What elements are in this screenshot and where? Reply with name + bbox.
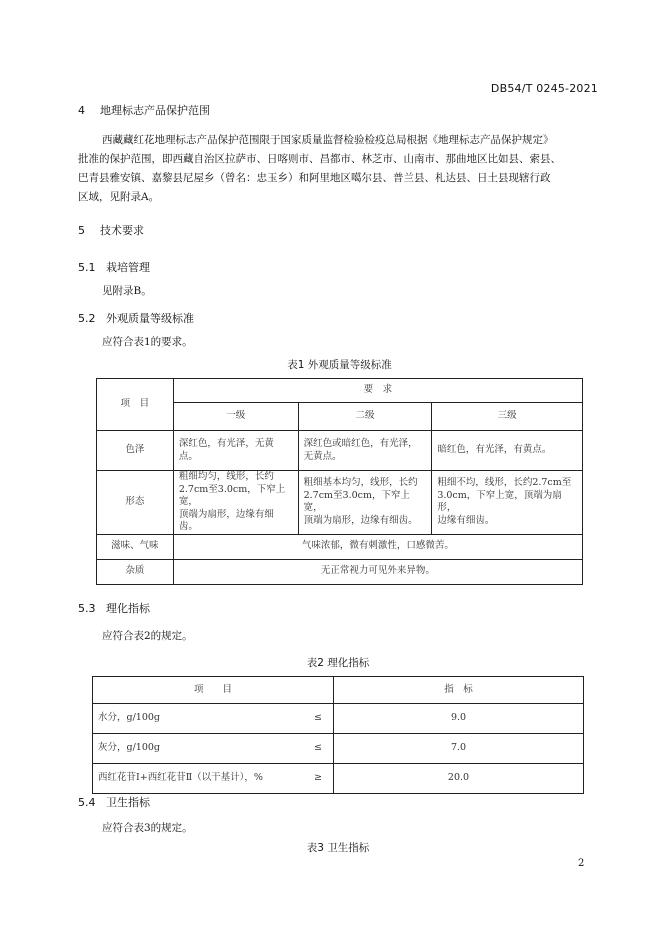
section-5-2-heading: [78, 310, 194, 326]
table-row: [93, 734, 584, 764]
cell-grade-3: [432, 471, 583, 535]
section-5-1-heading: [78, 259, 150, 275]
cell-line: 顶端为扇形，边缘有细齿。: [303, 514, 418, 526]
section-5-3-text: 应符合表2的规定。: [102, 630, 193, 642]
section-5-1-text: 见附录B。: [102, 285, 152, 297]
comparison-operator: ≤: [314, 712, 322, 724]
cell-grade-2: [298, 471, 432, 535]
page-number: 2: [578, 858, 585, 869]
row-item: 色泽: [97, 431, 174, 471]
comparison-operator: ≥: [314, 772, 322, 784]
table-2-caption: 表2 理化指标: [306, 657, 370, 669]
section-5-4-text: 应符合表3的规定。: [102, 822, 193, 834]
row-value: 7.0: [334, 734, 584, 764]
item-header: 项 目: [97, 379, 174, 431]
section-4-line-4: 区域，见附录A。: [78, 191, 160, 203]
table-header-row: [93, 677, 584, 704]
row-value: 9.0: [334, 704, 584, 734]
item-header: 项 目: [93, 677, 334, 704]
table-3-caption: 表3 卫生指标: [306, 842, 370, 854]
table-row: [97, 534, 583, 559]
section-5-2-text: 应符合表1的要求。: [102, 336, 193, 348]
section-5-heading: [78, 222, 144, 238]
document-code: DB54/T 0245-2021: [490, 82, 598, 95]
table-row: [93, 704, 584, 734]
cell-line: 3.0cm，下窄上宽，顶端为扇形，: [437, 489, 562, 514]
table-row: [97, 471, 583, 535]
merged-cell: 无正常视力可见外来异物。: [173, 559, 582, 584]
section-title: 地理标志产品保护范围: [100, 104, 210, 117]
section-title: 栽培管理: [106, 261, 150, 274]
row-item: [93, 734, 334, 764]
grade-header: 二级: [298, 403, 432, 431]
cell-grade-3: 暗红色，有光泽，有黄点。: [432, 431, 583, 471]
table-1-caption: 表1 外观质量等级标准: [287, 359, 392, 371]
table-1: [96, 378, 583, 585]
cell-grade-1: 深红色，有光泽，无黄点。: [173, 431, 298, 471]
section-number: 5.3: [78, 602, 96, 615]
cell-grade-2: [298, 431, 432, 471]
row-value: 20.0: [334, 764, 584, 794]
section-title: 外观质量等级标准: [106, 312, 194, 325]
cell-line: 2.7cm至3.0cm，下窄上宽，: [178, 483, 286, 507]
cell-line: 顶端为扇形，边缘有细齿。: [178, 508, 274, 532]
value-header: 指 标: [334, 677, 584, 704]
section-4-line-1: 西藏藏红花地理标志产品保护范围限于国家质量监督检验检疫总局根据《地理标志产品保护规定》: [102, 134, 554, 146]
section-4-line-2: 批准的保护范围，即西藏自治区拉萨市、日喀则市、昌都市、林芝市、山南市、那曲地区比如县、索县、: [78, 153, 561, 165]
cell-line: 2.7cm至3.0cm，下窄上宽，: [303, 489, 410, 514]
grade-header: 一级: [173, 403, 298, 431]
section-number: 5.4: [78, 796, 96, 809]
cell-line: 深红色或暗红色，有光泽，: [303, 438, 418, 449]
section-5-3-heading: [78, 600, 150, 616]
row-item: [93, 764, 334, 794]
item-label: 水分，g/100g: [98, 712, 160, 724]
cell-line: 无黄点。: [303, 450, 342, 462]
section-title: 卫生指标: [106, 796, 150, 809]
table-row: [93, 764, 584, 794]
section-number: 5.2: [78, 312, 96, 325]
row-item: 形态: [97, 471, 174, 535]
section-title: 技术要求: [100, 224, 144, 237]
section-number: 5.1: [78, 261, 96, 274]
grade-header: 三级: [432, 403, 583, 431]
row-item: 滋味、气味: [97, 534, 174, 559]
comparison-operator: ≤: [314, 742, 322, 754]
table-2: [92, 676, 584, 794]
item-label: 西红花苷Ⅰ+西红花苷Ⅱ（以干基计），%: [98, 772, 263, 784]
item-label: 灰分，g/100g: [98, 742, 160, 754]
cell-line: 边缘有细齿。: [437, 514, 495, 526]
section-4-heading: [78, 102, 210, 118]
cell-line: 粗细不均，线形，长约2.7cm至: [437, 477, 572, 489]
section-title: 理化指标: [106, 602, 150, 615]
row-item: [93, 704, 334, 734]
section-5-4-heading: [78, 794, 150, 810]
row-item: 杂质: [97, 559, 174, 584]
table-row: [97, 431, 583, 471]
table-row: [97, 559, 583, 584]
merged-cell: 气味浓郁，微有刺激性，口感微苦。: [173, 534, 582, 559]
section-number: 5: [78, 224, 85, 237]
cell-line: 粗细基本均匀，线形，长约: [303, 477, 418, 489]
cell-line: 粗细均匀，线形，长约: [178, 471, 274, 482]
section-4-line-3: 巴青县雅安镇、嘉黎县尼屋乡（曾名：忠玉乡）和阿里地区噶尔县、普兰县、札达县、日土县现辖行政: [78, 172, 551, 184]
requirement-header: 要 求: [173, 379, 582, 403]
section-number: 4: [78, 104, 85, 117]
cell-grade-1: [173, 471, 298, 535]
